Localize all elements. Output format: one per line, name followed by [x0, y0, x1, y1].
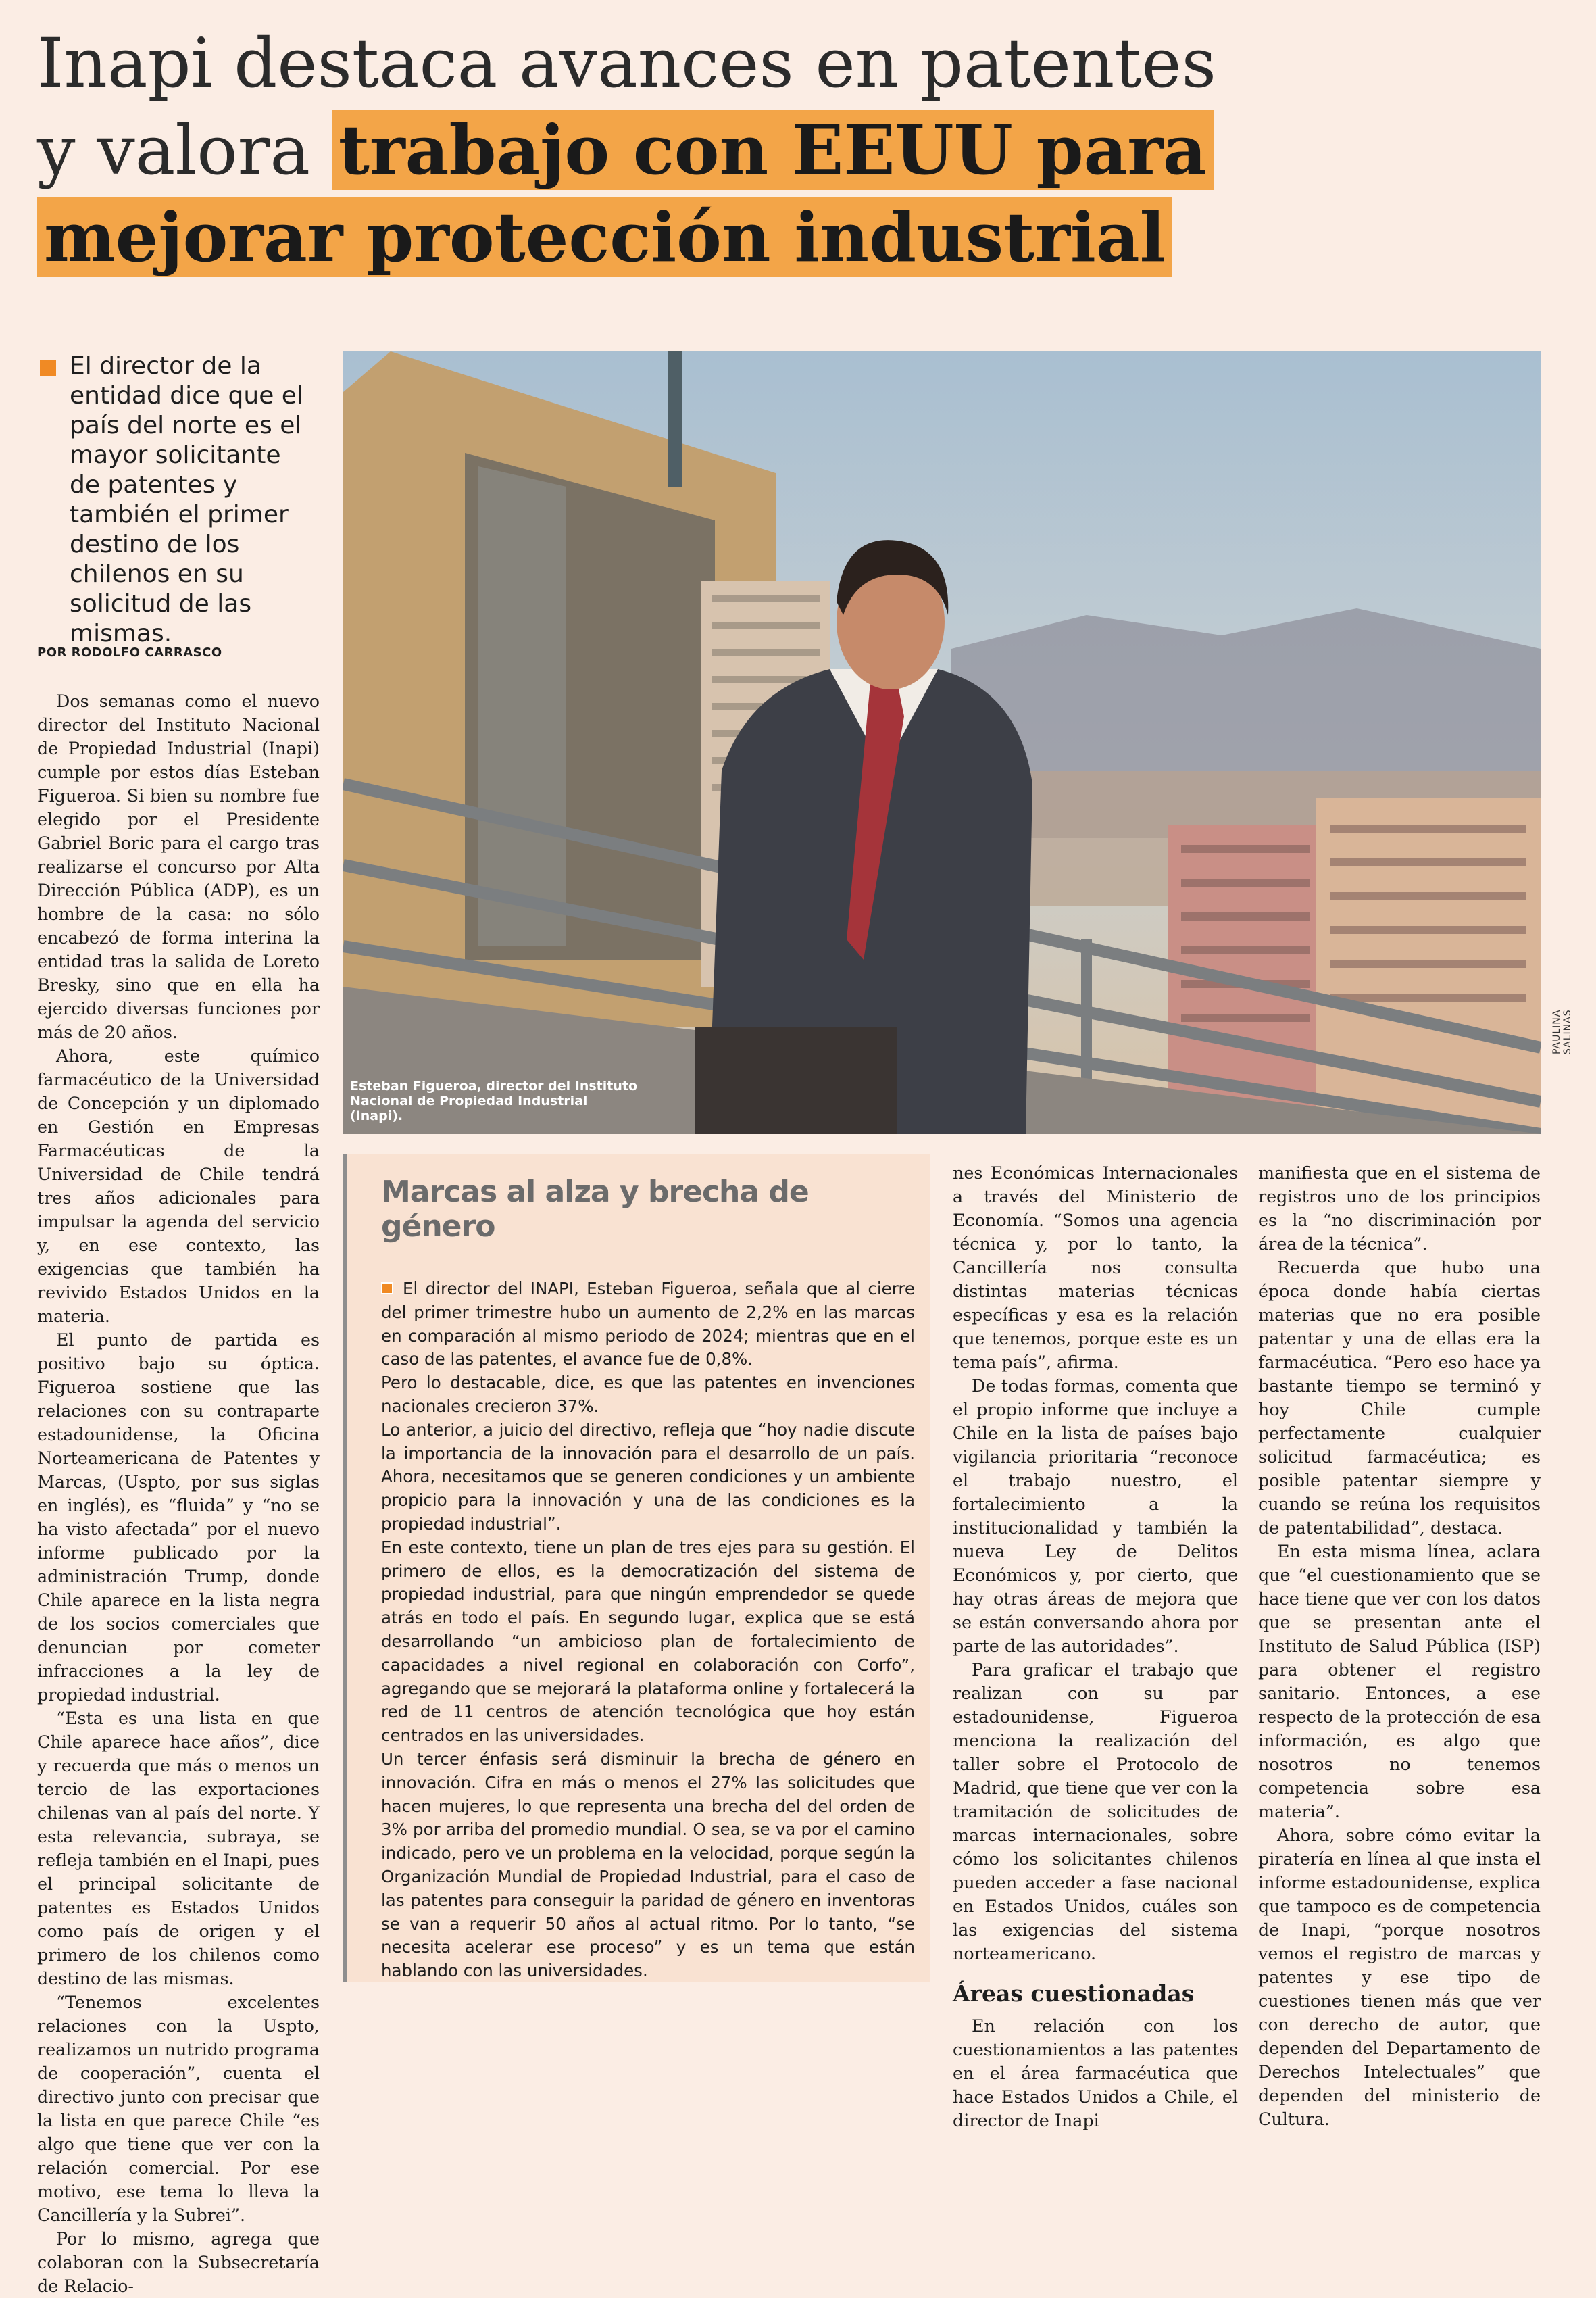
- photo-caption: Esteban Figueroa, director del Instituto Nacional de Propiedad Industrial (Inapi).: [350, 1079, 638, 1123]
- sidebar-paragraph: Lo anterior, a juicio del directivo, refleja que “hoy nadie discute la importancia de la innovación para el desarrollo de un país. Ahora, necesitamos que se generen condiciones y un ambiente propicio para la innovación y una de las condiciones es la propiedad industrial”.: [381, 1419, 915, 1534]
- paragraph: De todas formas, comenta que el propio informe que incluye a Chile en la lista de países bajo vigilancia prioritaria “reconoce el trabajo nuestro, el fortalecimiento a la institucionalidad y también la nueva Ley de Delitos Económicos y, por cierto, que hay otras áreas de mejora que se están conversando ahora por parte de las autoridades”.: [953, 1375, 1238, 1656]
- sidebar-paragraph: El director del INAPI, Esteban Figueroa, señala que al cierre del primer trimestre hubo un aumento de 2,2% en las marcas en comparación al mismo periodo de 2024; mientras que en el caso de las patentes, el avance fue de 0,8%.: [381, 1279, 915, 1369]
- photo-credit: PAULINA SALINAS: [1551, 1009, 1573, 1054]
- sidebar-body: [381, 1277, 915, 1983]
- paragraph: Ahora, este químico farmacéutico de la Universidad de Concepción y un diplomado en Gestión en Empresas Farmacéuticas de la Universidad de Chile tendrá tres años adicionales para impulsar la agenda del servicio y, en ese contexto, las exigencias que también ha revivido Estados Unidos en la materia.: [37, 1046, 320, 1326]
- article-column-1: [37, 689, 320, 2298]
- byline: POR RODOLFO CARRASCO: [37, 645, 222, 660]
- article-column-3: [953, 1161, 1238, 2132]
- sidebar-paragraph: En este contexto, tiene un plan de tres ejes para su gestión. El primero de ellos, es la democratización del sistema de propiedad industrial, para que ningún emprendedor se quede atrás en todo el país. En segundo lugar, explica que se está desarrollando “un ambicioso plan de fortalecimiento de capacidades a nivel regional en colaboración con Corfo”, agregando que se mejorará la plataforma online y fortalecerá la red de 11 centros de atención tecnológica que hoy están centrados en las universidades.: [381, 1537, 915, 1746]
- sidebar-title: Marcas al alza y brecha de género: [381, 1175, 809, 1244]
- paragraph: manifiesta que en el sistema de registros uno de los principios es la “no discriminación por área de la técnica”.: [1258, 1163, 1541, 1254]
- paragraph: nes Económicas Internacionales a través del Ministerio de Economía. “Somos una agencia técnica y, por lo tanto, la Cancillería nos consulta distintas materias técnicas específicas y esa es la relación que tenemos, porque este es un tema país”, afirma.: [953, 1163, 1238, 1372]
- sidebar-paragraph: Un tercer énfasis será disminuir la brecha de género en innovación. Cifra en más o menos el 27% las solicitudes que hacen mujeres, lo que representa una brecha del del orden de 3% por arriba del promedio mundial. O sea, se va por el camino indicado, pero ve un problema en la velocidad, porque según la Organización Mundial de Propiedad Industrial, para el caso de las patentes para conseguir la paridad de género en inventoras se van a requerir 50 años al actual ritmo. Por lo tanto, “se necesita acelerar ese proceso” y es un tema que están hablando con las universidades.: [381, 1749, 915, 1981]
- paragraph: Ahora, sobre cómo evitar la piratería en línea al que insta el informe estadounidense, explica que tampoco es de competencia de Inapi, “porque nosotros vemos el registro de marcas y patentes y ese tipo de cuestiones tienen más que ver con derecho de autor, que dependen del Departamento de Derechos Intelectuales” que dependen del ministerio de Cultura.: [1258, 1825, 1541, 2129]
- portrait-photo: [343, 351, 1541, 1134]
- paragraph: “Tenemos excelentes relaciones con la Uspto, realizamos un nutrido programa de cooperación”, cuenta el directivo junto con precisar que la lista en que parece Chile “es algo que tiene que ver con la relación comercial. Por ese motivo, ese tema lo lleva la Cancillería y la Subrei”.: [37, 1992, 320, 2225]
- paragraph: En esta misma línea, aclara que “el cuestionamiento que se hace tiene que ver con los datos que se presentan ante el Instituto de Salud Pública (ISP) para obtener el registro sanitario. Entonces, a ese respecto de la protección de esa información, es algo que nosotros no tenemos competencia sobre esa materia”.: [1258, 1541, 1541, 1822]
- paragraph: “Esta es una lista en que Chile aparece hace años”, dice y recuerda que más o menos un tercio de las exportaciones chilenas van al país del norte. Y esta relevancia, subraya, se refleja también en el Inapi, pues el principal solicitante de patentes es Estados Unidos como país de origen y el primero de los chilenos como destino de las mismas.: [37, 1708, 320, 1988]
- paragraph: Recuerda que hubo una época donde había ciertas materias que no era posible patentar y una de ellas era la farmacéutica. “Pero eso hace ya bastante tiempo se terminó y hoy Chile cumple perfectamente cualquier solicitud farmacéutica; es posible patentar siempre y cuando se reúna los requisitos de patentabilidad”, destaca.: [1258, 1257, 1541, 1538]
- lede-text: El director de la entidad dice que el país del norte es el mayor solicitante de patentes y también el primer destino de los chilenos en su solicitud de las mismas.: [70, 352, 303, 647]
- paragraph: Dos semanas como el nuevo director del Instituto Nacional de Propiedad Industrial (Inapi) cumple por estos días Esteban Figueroa. Si bien su nombre fue elegido por el Presidente Gabriel Boric para el cargo tras realizarse el concurso por Alta Dirección Pública (ADP), es un hombre de la casa: no sólo encabezó de forma interina la entidad tras la salida de Loreto Bresky, sino que en ella ha ejercido diversas funciones por más de 20 años.: [37, 691, 320, 1042]
- sidebar-box: [343, 1154, 930, 1982]
- paragraph: En relación con los cuestionamientos a las patentes en el área farmacéutica que hace Estados Unidos a Chile, el director de Inapi: [953, 2015, 1238, 2130]
- photo-illustration: [343, 351, 1541, 1134]
- headline-highlight: trabajo con EEUU para mejorar protección industrial: [37, 110, 1214, 277]
- sidebar-paragraph: Pero lo destacable, dice, es que las patentes en invenciones nacionales crecieron 37%.: [381, 1373, 915, 1416]
- paragraph: El punto de partida es positivo bajo su óptica. Figueroa sostiene que las relaciones con su contraparte estadounidense, la Oficina Norteamericana de Patentes y Marcas, (Uspto, por sus siglas en inglés), es “fluida” y “no se ha visto afectada” por el nuevo informe publicado por la administración Trump, donde Chile aparece en la lista negra de los socios comerciales que denuncian por cometer infracciones a la ley de propiedad industrial.: [37, 1329, 320, 1705]
- orange-square-bullet-icon: [381, 1282, 393, 1294]
- lede: [37, 351, 314, 649]
- subhead: Áreas cuestionadas: [953, 1980, 1195, 2007]
- paragraph: Por lo mismo, agrega que colaboran con la Subsecretaría de Relacio-: [37, 2228, 320, 2296]
- article-column-4: [1258, 1161, 1541, 2131]
- paragraph: Para graficar el trabajo que realizan con su par estadounidense, Figueroa menciona la realización del taller sobre el Protocolo de Madrid, que tiene que ver con la tramitación de solicitudes de marcas internacionales, sobre cómo los solicitantes chilenos pueden acceder a fase nacional en Estados Unidos, cuáles son las exigencias del sistema norteamericano.: [953, 1659, 1238, 1963]
- headline-part1: Inapi destaca avances en patentes y valora: [37, 24, 1216, 190]
- headline: [37, 20, 1240, 281]
- orange-square-bullet-icon: [40, 360, 56, 376]
